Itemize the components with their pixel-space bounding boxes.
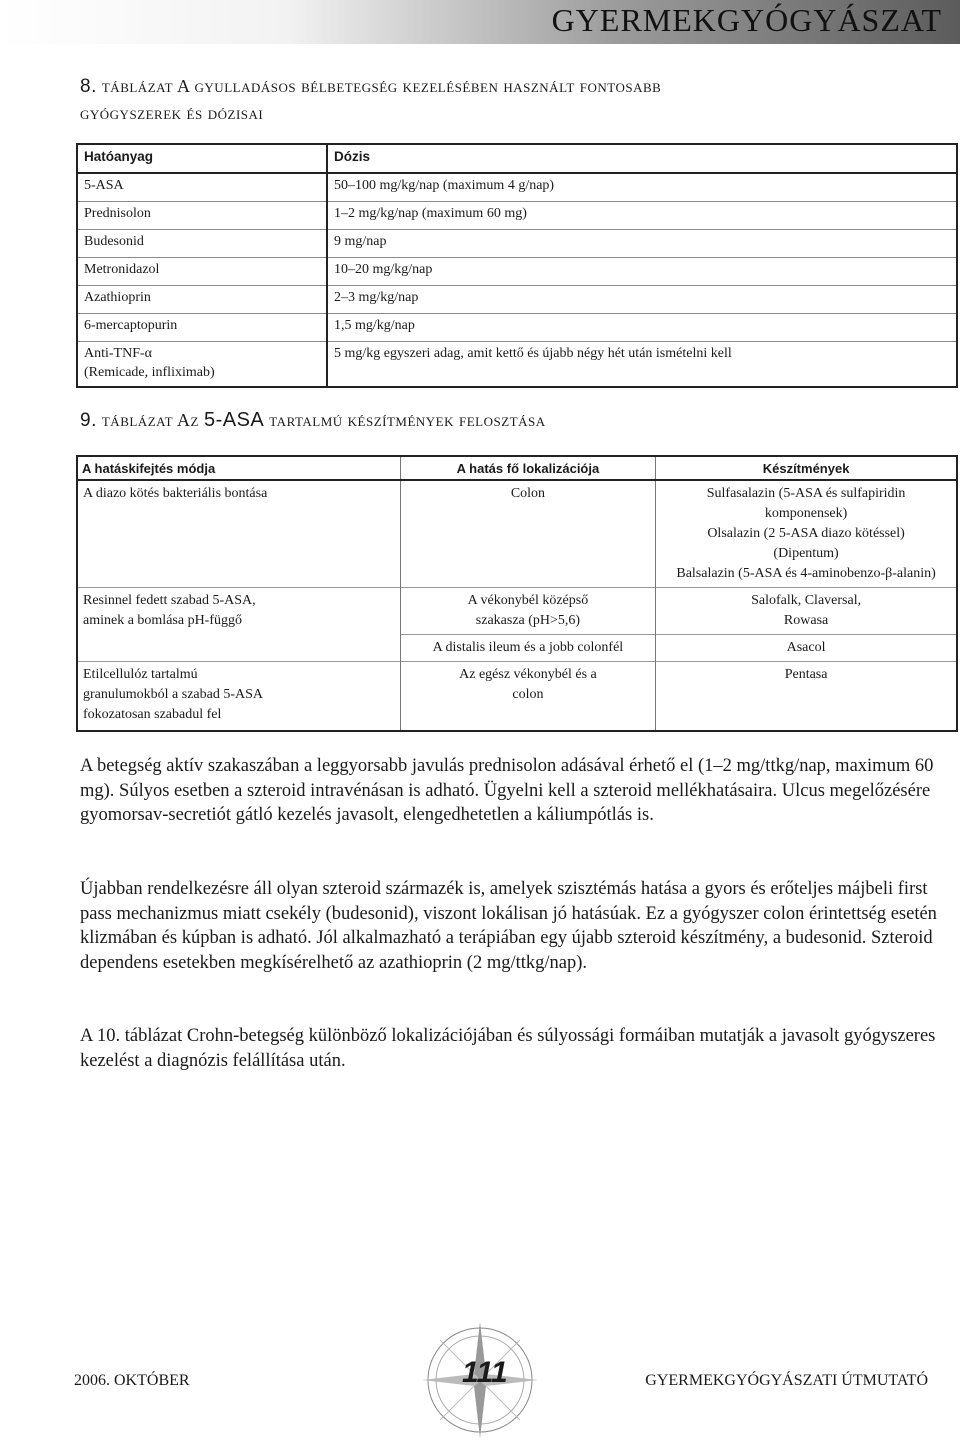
mode-line: fokozatosan szabadul fel — [83, 707, 222, 722]
page-number: 111 — [462, 1356, 508, 1389]
col-localization: A hatás fő lokalizációja — [400, 456, 655, 480]
mode-line: granulumokból a szabad 5-ASA — [83, 687, 264, 702]
localization-line: A vékonybél középső — [467, 593, 589, 608]
footer-date: 2006. OKTÓBER — [74, 1372, 190, 1389]
mode-cell: A diazo kötés bakteriális bontása — [77, 480, 400, 588]
localization-cell: Colon — [400, 480, 655, 588]
running-header-title: GYERMEKGYÓGYÁSZAT — [551, 2, 942, 38]
agent-cell: 6-mercaptopurin — [77, 314, 327, 342]
table-row — [77, 173, 957, 202]
col-preparations: Készítmények — [656, 456, 957, 480]
table8-number: 8. — [80, 76, 97, 97]
localization-line: colon — [512, 687, 544, 702]
agent-cell: Azathioprin — [77, 286, 327, 314]
table8-heading — [80, 73, 661, 126]
agent-cell — [77, 342, 327, 388]
dose-cell: 10–20 mg/kg/nap — [327, 258, 957, 286]
dose-cell: 5 mg/kg egyszeri adag, amit kettő és újabb négy hét után ismételni kell — [334, 346, 732, 361]
table-row — [77, 230, 957, 258]
col-agent: Hatóanyag — [77, 144, 327, 173]
preparation-line: (Dipentum) — [773, 546, 839, 561]
table8-heading-line2: gyógyszerek és dózisai — [80, 103, 264, 123]
body-paragraph: A betegség aktív szakaszában a leggyorsabb javulás prednisolon adásával érhető el (1–2 mg/ttkg/nap, maximum 60 mg). Súlyos esetben a szteroid intravénásan is adható. Ügyelni kell a szteroid mellékhatásaira. Ulcus megelőzésére gyomorsav-secretiót gátló kezelés javasolt, elengedhetetlen a káliumpótlás is. — [80, 756, 934, 825]
preparation-line: Rowasa — [783, 613, 829, 628]
table-row — [77, 258, 957, 286]
dosage-table — [76, 143, 958, 388]
agent-cell: 5-ASA — [77, 173, 327, 202]
preparation-cell: Asacol — [656, 635, 957, 662]
agent-cell: Budesonid — [77, 230, 327, 258]
table8-heading-line1: táblázat A gyulladásos bélbetegség kezelésében használt fontosabb — [101, 76, 662, 96]
table9-number: 9. — [80, 410, 97, 431]
agent-cell: Metronidazol — [77, 258, 327, 286]
preparation-cell — [656, 588, 957, 635]
table-row — [77, 662, 957, 732]
table-row — [77, 342, 957, 388]
mode-cell — [77, 588, 400, 662]
table-row — [77, 480, 957, 588]
localization-line: szakasza (pH>5,6) — [475, 613, 581, 628]
table-header-row — [77, 456, 957, 480]
preparation-line: Salofalk, Claversal, — [751, 593, 862, 608]
preparation-cell: Pentasa — [656, 662, 957, 732]
dose-cell: 2–3 mg/kg/nap — [327, 286, 957, 314]
agent-line: (Remicade, infliximab) — [84, 365, 215, 380]
agent-line: Anti-TNF-α — [84, 346, 152, 361]
table-row — [77, 202, 957, 230]
preparation-line: Sulfasalazin (5-ASA és sulfapiridin — [706, 486, 906, 501]
mode-line: Etilcellulóz tartalmú — [83, 667, 198, 682]
footer-guide-title: GYERMEKGYÓGYÁSZATI ÚTMUTATÓ — [645, 1372, 928, 1389]
table9-heading — [80, 407, 546, 434]
col-dose: Dózis — [327, 144, 957, 173]
localization-cell: A distalis ileum és a jobb colonfél — [400, 635, 655, 662]
table-row — [77, 286, 957, 314]
localization-cell — [400, 662, 655, 732]
mode-cell — [77, 662, 400, 732]
preparation-line: komponensek) — [764, 506, 848, 521]
preparation-line: Olsalazin (2 5-ASA diazo kötéssel) — [707, 526, 905, 541]
preparations-table — [76, 455, 958, 732]
preparation-line: Balsalazin (5-ASA és 4-aminobenzo-β-alanin) — [676, 566, 936, 581]
body-paragraph: A 10. táblázat Crohn-betegség különböző lokalizációjában és súlyossági formáiban mutatják a javasolt gyógyszeres kezelést a diagnózis felállítása után. — [80, 1026, 936, 1071]
mode-line: aminek a bomlása pH-függő — [83, 613, 243, 628]
dose-cell: 1–2 mg/kg/nap (maximum 60 mg) — [327, 202, 957, 230]
table9-heading-post: tartalmú készítmények felosztása — [269, 410, 546, 430]
table9-heading-pre: táblázat Az — [101, 410, 199, 430]
localization-cell — [400, 588, 655, 635]
table9-heading-big: 5-ASA — [203, 409, 265, 431]
table-header-row — [77, 144, 957, 173]
localization-line: Az egész vékonybél és a — [459, 667, 597, 682]
agent-cell: Prednisolon — [77, 202, 327, 230]
dose-cell: 1,5 mg/kg/nap — [327, 314, 957, 342]
dose-cell: 9 mg/nap — [327, 230, 957, 258]
dose-cell: 50–100 mg/kg/nap (maximum 4 g/nap) — [327, 173, 957, 202]
table-row — [77, 314, 957, 342]
preparation-cell — [656, 480, 957, 588]
table-row — [77, 588, 957, 635]
mode-line: Resinnel fedett szabad 5-ASA, — [83, 593, 256, 608]
col-mode: A hatáskifejtés módja — [77, 456, 400, 480]
body-paragraph: Újabban rendelkezésre áll olyan szteroid származék is, amelyek szisztémás hatása a gyors és erőteljes májbeli first pass mechanizmus miatt csekély (budesonid), viszont lokálisan jó hatásúak. Ez a gyógyszer colon érintettség esetén klizmában és kúpban is adható. Jól alkalmazható a terápiában egy újabb szteroid készítmény, a budesonid. Szteroid dependens esetekben megkísérelhető az azathioprin (2 mg/ttkg/nap). — [80, 879, 937, 973]
